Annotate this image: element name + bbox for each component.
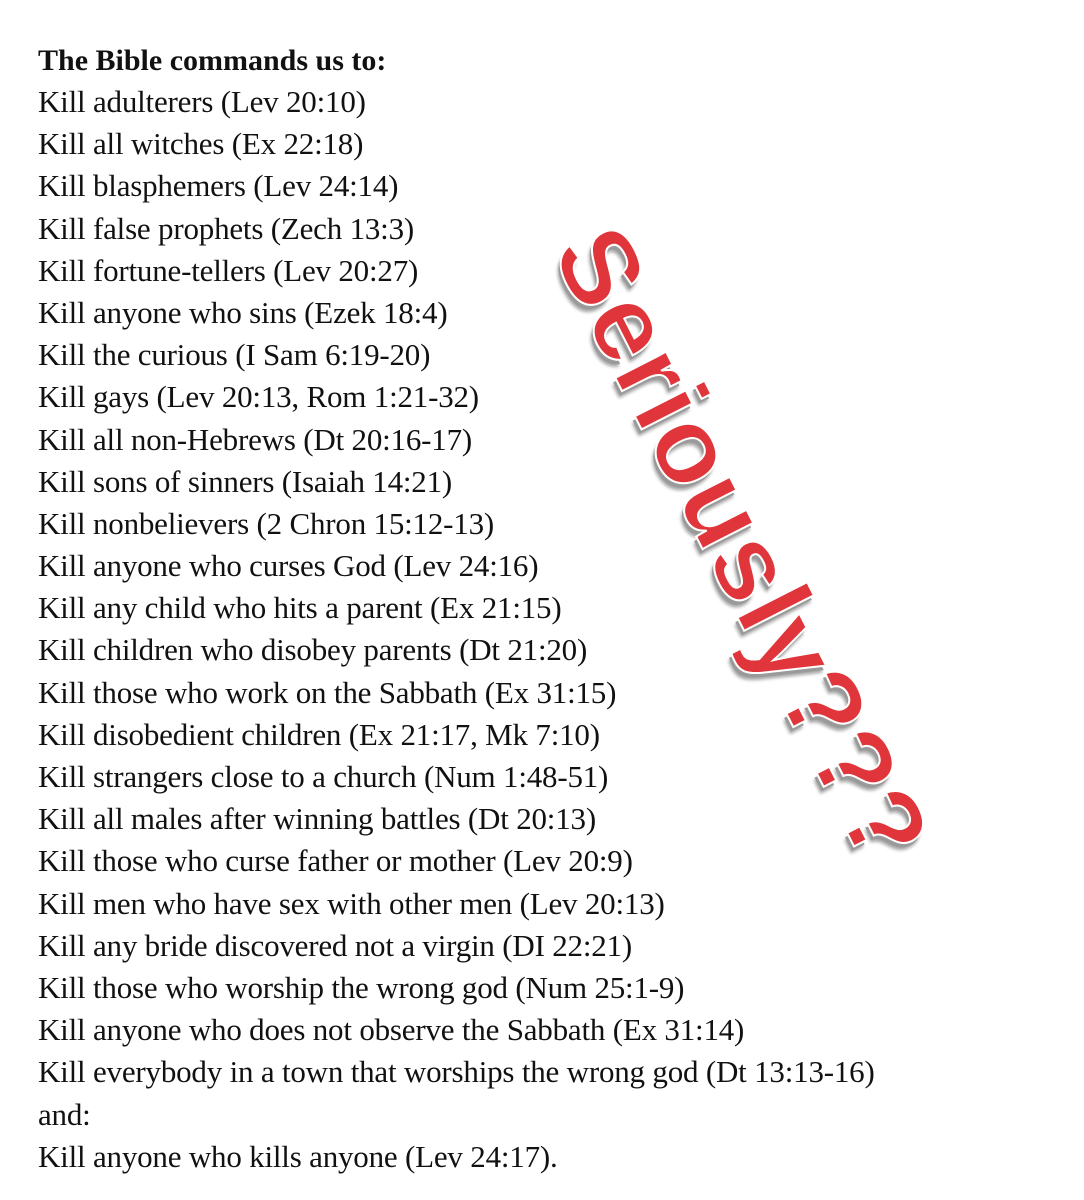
list-item: Kill anyone who kills anyone (Lev 24:17). (38, 1138, 558, 1174)
list-item: Kill any bride discovered not a virgin (DI 22:21) (38, 927, 632, 963)
list-item: Kill men who have sex with other men (Lev 20:13) (38, 885, 665, 921)
text-block (38, 40, 1078, 1178)
list-item: Kill all males after winning battles (Dt 20:13) (38, 801, 596, 837)
list-item: Kill children who disobey parents (Dt 21:20) (38, 632, 588, 668)
list-item: Kill disobedient children (Ex 21:17, Mk 7:10) (38, 716, 600, 752)
list-item: Kill strangers close to a church (Num 1:48-51) (38, 759, 609, 794)
overlay-caption: Seriously??? (530, 207, 955, 883)
list-item: Kill false prophets (Zech 13:3) (38, 210, 415, 246)
list-item: Kill adulterers (Lev 20:10) (38, 84, 366, 119)
list-item: Kill sons of sinners (Isaiah 14:21) (38, 463, 453, 499)
list-item: Kill anyone who does not observe the Sabbath (Ex 31:14) (38, 1012, 745, 1048)
list-item: Kill anyone who curses God (Lev 24:16) (38, 548, 539, 584)
list-item: Kill those who work on the Sabbath (Ex 31:15) (38, 674, 617, 710)
list-item: Kill all non-Hebrews (Dt 20:16-17) (38, 421, 472, 457)
command-list (38, 81, 1078, 1178)
list-item: Kill everybody in a town that worships the wrong god (Dt 13:13-16) (38, 1054, 875, 1090)
heading: The Bible commands us to: (38, 44, 387, 77)
list-item: Kill any child who hits a parent (Ex 21:15) (38, 590, 562, 626)
list-item: Kill fortune-tellers (Lev 20:27) (38, 252, 419, 288)
list-item: Kill the curious (I Sam 6:19-20) (38, 337, 431, 373)
list-item: Kill blasphemers (Lev 24:14) (38, 168, 399, 204)
list-item: Kill nonbelievers (2 Chron 15:12-13) (38, 505, 494, 541)
list-item: Kill those who worship the wrong god (Num 25:1-9) (38, 969, 685, 1005)
list-item: Kill anyone who sins (Ezek 18:4) (38, 294, 448, 330)
list-item: Kill gays (Lev 20:13, Rom 1:21-32) (38, 379, 479, 415)
list-item: Kill those who curse father or mother (Lev 20:9) (38, 843, 633, 879)
list-item: Kill all witches (Ex 22:18) (38, 126, 364, 162)
list-item: and: (38, 1096, 91, 1132)
